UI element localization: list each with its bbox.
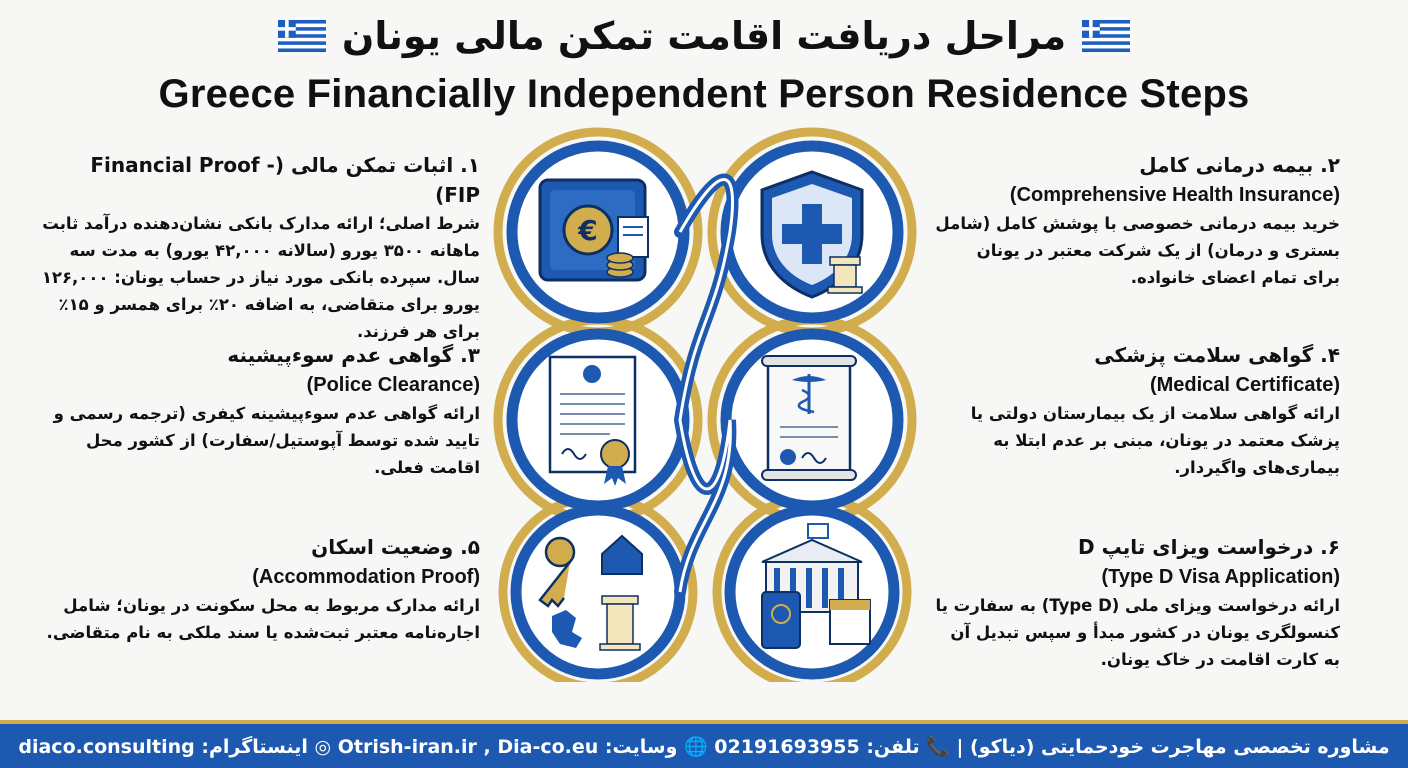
page-title-en: Greece Financially Independent Person Residence Steps	[158, 72, 1250, 116]
step-description: شرط اصلی؛ ارائه مدارک بانکی نشان‌دهنده درآمد ثابت ماهانه ۳۵۰۰ یورو (سالانه ۴۲,۰۰۰ یورو) به مدت سه سال. سپرده بانکی مورد نیاز در حساب یونان: ۱۲۶,۰۰۰ یورو برای متقاضی، به اضافه ۲۰٪ برای همسر و ۱۵٪ برای هر فرزند.	[41, 214, 480, 341]
step-description: ارائه گواهی سلامت از یک بیمارستان دولتی یا پزشک معتمد در یونان، مبنی بر عدم ابتلا به بیماری‌های واگیردار.	[970, 404, 1340, 477]
step-heading: ۵. وضعیت اسکان	[311, 535, 480, 559]
step-heading: ۴. گواهی سلامت پزشکی	[1094, 343, 1340, 367]
step-heading: ۱. اثبات تمکن مالی (Financial Proof - FIP)	[90, 153, 480, 207]
step-3	[40, 340, 480, 481]
step-5	[40, 532, 480, 646]
step-4	[935, 340, 1340, 481]
step-description: ارائه مدارک مربوط به محل سکونت در یونان؛ شامل اجاره‌نامه معتبر ثبت‌شده یا سند ملکی به نام متقاضی.	[46, 596, 480, 642]
step-heading: ۲. بیمه درمانی کامل	[1139, 153, 1340, 177]
step-english: (Comprehensive Health Insurance)	[1009, 184, 1340, 206]
step-english: (Accommodation Proof)	[252, 566, 480, 588]
step-english: (Medical Certificate)	[1149, 374, 1340, 396]
step-2	[935, 150, 1340, 291]
medical-scroll-icon	[762, 356, 856, 480]
footer-text: مشاوره تخصصی مهاجرت خودحمایتی (دیاکو) | 📞 تلفن: 02191693955 🌐 وسایت: Otrish-iran.ir , Dia-co.eu ◎ اینستاگرام: diaco.consulting	[18, 735, 1390, 758]
step-description: ارائه گواهی عدم سوءپیشینه کیفری (ترجمه رسمی و تایید شده توسط آپوستیل/سفارت) از کشور محل اقامت فعلی.	[53, 404, 480, 477]
step-english: (Type D Visa Application)	[1101, 566, 1340, 588]
greece-flag-icon	[278, 19, 326, 53]
certificate-icon	[550, 357, 635, 486]
safe-euro-icon	[540, 180, 648, 280]
step-heading: ۳. گواهی عدم سوءپیشینه	[227, 343, 480, 367]
step-1	[40, 150, 480, 345]
page-title-fa	[0, 14, 1408, 58]
steps-illustration	[490, 122, 920, 682]
greece-flag-icon	[1082, 19, 1130, 53]
step-description: خرید بیمه درمانی خصوصی با پوشش کامل (شامل بستری و درمان) از یک شرکت معتبر در یونان برای تمام اعضای خانواده.	[935, 214, 1340, 287]
svg-text:€: €	[578, 214, 598, 247]
footer-contact-bar	[0, 720, 1408, 768]
step-english: (Police Clearance)	[306, 374, 480, 396]
step-6	[935, 532, 1340, 673]
step-heading: ۶. درخواست ویزای تایپ D	[1078, 535, 1340, 559]
title-fa-text: مراحل دریافت اقامت تمکن مالی یونان	[341, 14, 1067, 58]
step-description: ارائه درخواست ویزای ملی (Type D) به سفارت یا کنسولگری یونان در کشور مبدأ و سپس تبدیل آن به کارت اقامت در خاک یونان.	[935, 596, 1340, 669]
